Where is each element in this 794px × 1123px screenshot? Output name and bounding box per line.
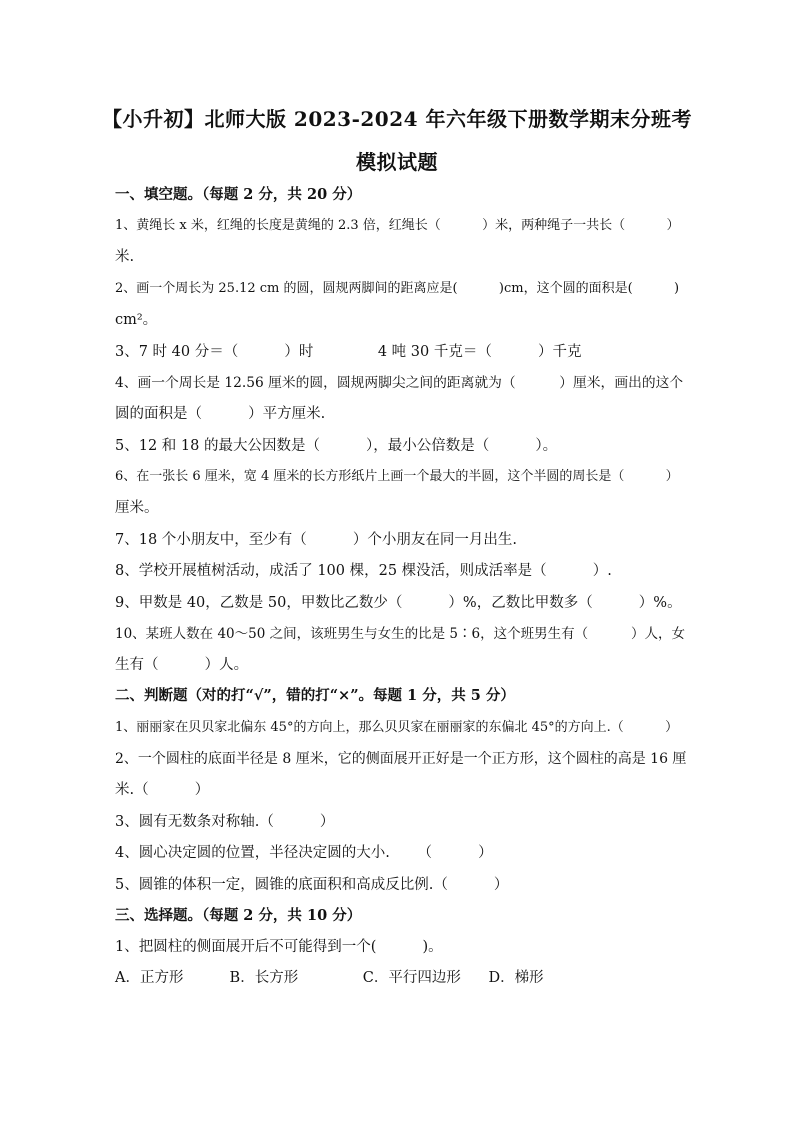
question-line: 3、7 时 40 分＝（ ）时 4 吨 30 千克＝（ ）千克 [115, 344, 582, 360]
question-line: 2、一个圆柱的底面半径是 8 厘米，它的侧面展开正好是一个正方形，这个圆柱的高是 16 厘 [115, 751, 687, 767]
question-line: 9、甲数是 40，乙数是 50，甲数比乙数少（ ）%，乙数比甲数多（ ）%。 [115, 595, 682, 611]
question-line: 1、黄绳长 x 米，红绳的长度是黄绳的 2.3 倍，红绳长（ ）米，两种绳子一共长（ ） [115, 218, 680, 233]
question-line: cm²。 [115, 312, 158, 328]
question-line: 3、圆有无数条对称轴.（ ） [115, 814, 335, 830]
section-header-fill-in: 一、填空题。（每题 2 分，共 20 分） [115, 186, 362, 203]
question-line: 10、某班人数在 40～50 之间，该班男生与女生的比是 5∶6，这个班男生有（ ）人，女 [115, 626, 685, 642]
section-header-multiple-choice: 三、选择题。（每题 2 分，共 10 分） [115, 907, 362, 924]
question-line: 6、在一张长 6 厘米，宽 4 厘米的长方形纸片上画一个最大的半圆，这个半圆的周长是（ ） [115, 469, 679, 484]
choice-options: A．正方形 B．长方形 C．平行四边形 D．梯形 [115, 970, 544, 986]
question-line: 1、丽丽家在贝贝家北偏东 45°的方向上，那么贝贝家在丽丽家的东偏北 45°的方向上.（ ） [115, 720, 679, 735]
question-line: 米.（ ） [115, 782, 210, 798]
document-subtitle: 模拟试题 [356, 150, 438, 174]
document-title: 【小升初】北师大版 2023-2024 年六年级下册数学期末分班考 [101, 107, 693, 131]
question-line: 4、画一个周长是 12.56 厘米的圆，圆规两脚尖之间的距离就为（ ）厘米，画出的这个 [115, 375, 684, 391]
question-line: 厘米。 [115, 500, 159, 516]
question-line: 7、18 个小朋友中，至少有（ ）个小朋友在同一月出生. [115, 532, 517, 548]
question-line: 5、圆锥的体积一定，圆锥的底面积和高成反比例.（ ） [115, 877, 509, 893]
section-header-true-false: 二、判断题（对的打“√”，错的打“×”。每题 1 分，共 5 分） [115, 687, 515, 704]
question-line: 8、学校开展植树活动，成活了 100 棵，25 棵没活，则成活率是（ ）. [115, 563, 612, 579]
question-line: 2、画一个周长为 25.12 cm 的圆，圆规两脚间的距离应是( )cm，这个圆的面积是( ) [115, 281, 680, 296]
question-line: 生有（ ）人。 [115, 657, 249, 673]
question-line: 圆的面积是（ ）平方厘米. [115, 406, 326, 422]
question-line: 4、圆心决定圆的位置，半径决定圆的大小. （ ） [115, 845, 493, 861]
question-line: 米. [115, 249, 135, 265]
question-line: 1、把圆柱的侧面展开后不可能得到一个( )。 [115, 939, 443, 955]
question-line: 5、12 和 18 的最大公因数是（ ），最小公倍数是（ ）。 [115, 438, 558, 454]
